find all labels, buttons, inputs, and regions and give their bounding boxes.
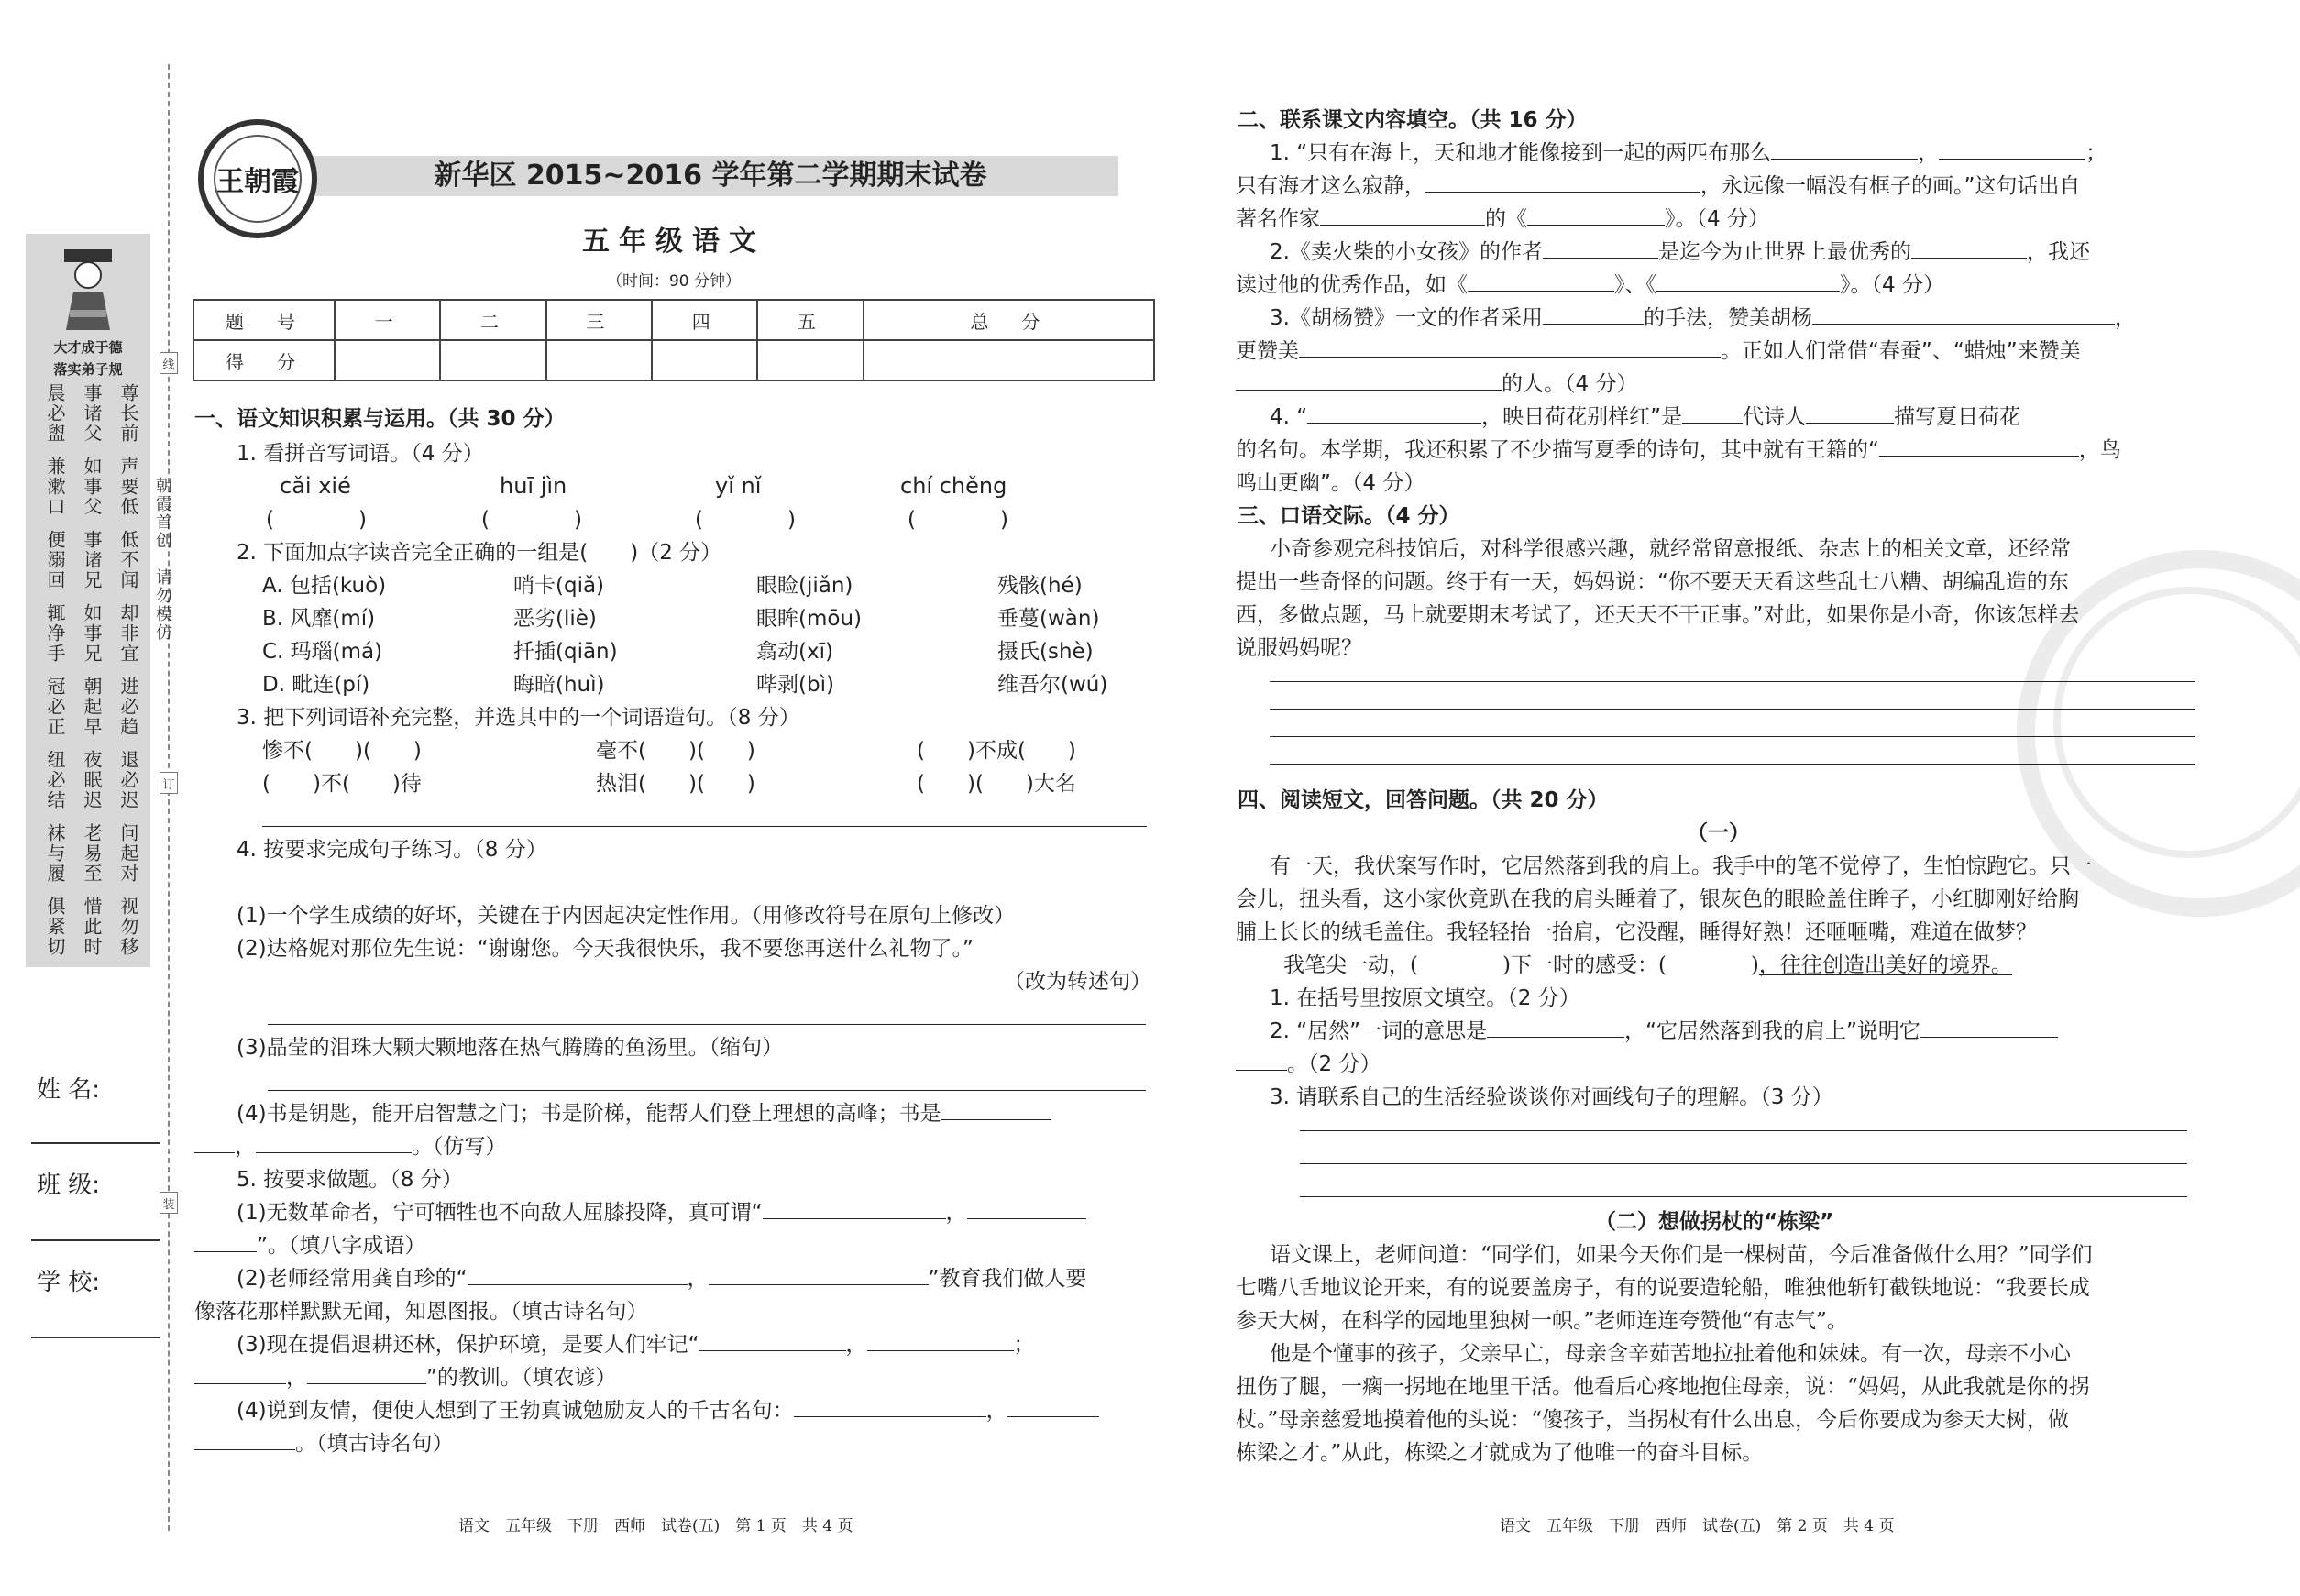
passage-1-answer-line-3[interactable] [1300, 1195, 2187, 1197]
r1-text-f: 》。（4 分） [1665, 207, 1769, 231]
maxim-phrase: 晨必盥 [44, 383, 66, 444]
r4-line-1 [1270, 402, 2020, 433]
section-1-title: 一、语文知识积累与运用。（共 30 分） [194, 407, 566, 431]
r1-text-d: 著名作家 [1236, 207, 1320, 231]
q5-3-text: (3)现在提倡退耕还林，保护环境，是要人们牢记“ [237, 1333, 699, 1357]
strip-slogan-2: 落实弟子规 [53, 361, 123, 378]
q5-3-suffix: ”的教训。（填农谚） [426, 1366, 617, 1390]
passage-1-title: （一） [1687, 821, 1750, 845]
q4-3: (3)晶莹的泪珠大颗大颗地落在热气腾腾的鱼汤里。（缩句） [237, 1036, 784, 1060]
q2-option: 残骸(hé) [997, 574, 1083, 598]
passage-1-blank[interactable]: ( ) [1657, 953, 1759, 977]
passage-1-q2-blank-3[interactable] [1236, 1050, 1287, 1071]
passage-1-line-4 [1283, 950, 2012, 981]
q3-word: 毫不( )( ) [596, 739, 755, 763]
r4-blank-2[interactable] [1682, 402, 1743, 424]
r1-text-b: 只有海才这么寂静， [1236, 174, 1425, 198]
q2-option: A. 包括(kuò) [262, 574, 387, 598]
r4-text-f: ，鸟 [2078, 438, 2121, 462]
r1-blank-3[interactable] [1425, 171, 1700, 193]
r2-text-e: 》、《 [1614, 273, 1656, 297]
r4-line-2 [1236, 435, 2121, 466]
r2-blank-1[interactable] [1543, 237, 1658, 259]
passage-1-q2-text-a: 2. “居然”一词的意思是 [1270, 1019, 1488, 1043]
q2-option: 垂蔓(wàn) [997, 607, 1100, 631]
r1-blank-4[interactable] [1320, 204, 1485, 226]
q5-1: (1)无数革命者，宁可牺牲也不向敌人屈膝投降，真可谓“ ， [237, 1197, 1086, 1228]
r4-blank-4[interactable] [1879, 435, 2079, 457]
r2-text-b: 是迄今为止世界上最优秀的 [1657, 240, 1911, 264]
passage-1-q2-cont [1236, 1049, 1381, 1080]
school-field[interactable] [31, 1335, 160, 1338]
pinyin-1: cǎi xié [280, 473, 351, 499]
q4-2-note: （改为转述句） [1004, 970, 1151, 994]
q5-4: (4)说到友情，便使人想到了王勃真诚勉励友人的千古名句： ， [237, 1395, 1099, 1426]
s3-para: 西，多做点题，马上就要期末考试了，还天天不干正事。”对此，如果你是小奇，你该怎样去 [1236, 603, 2080, 627]
passage-1-answer-line-1[interactable] [1300, 1129, 2187, 1131]
pinyin-4: chí chěng [900, 473, 1007, 499]
maxim-phrase: 却非宜 [117, 603, 139, 664]
passage-2-title: （二）想做拐杖的“栋梁” [1595, 1210, 1834, 1234]
score-cell[interactable] [652, 340, 757, 380]
binding-mark-3: 装 [160, 1192, 178, 1214]
maxim-phrase: 俱紧切 [44, 897, 66, 957]
q3-answer-line[interactable] [262, 825, 1147, 827]
q5-2-cont: 像落花那样默默无闻，知恩图报。（填古诗名句） [194, 1300, 648, 1324]
r4-text-d: 描写夏日荷花 [1894, 405, 2021, 429]
passage-2-line: 他是个懂事的孩子，父亲早亡，母亲含辛茹苦地拉扯着他和妹妹。有一次，母亲不小心 [1270, 1342, 2071, 1366]
s3-para: 提出一些奇怪的问题。终于有一天，妈妈说：“你不要天天看这些乱七八糟、胡编乱造的东 [1236, 570, 2069, 594]
score-table [193, 299, 1155, 381]
q5-4-suffix: 。（填古诗名句） [295, 1432, 454, 1456]
q1-prompt: 1. 看拼音写词语。（4 分） [237, 442, 484, 466]
q5-prompt: 5. 按要求做题。（8 分） [237, 1168, 463, 1192]
q5-4-cont [194, 1428, 454, 1459]
score-header-cell: 二 [440, 300, 545, 340]
score-header-cell: 四 [652, 300, 757, 340]
q4-4-blank[interactable] [941, 1099, 1051, 1120]
r3-text-c: 更赞美 [1236, 339, 1299, 363]
maxim-phrase: 兼漱口 [44, 457, 66, 517]
r3-blank-1[interactable] [1543, 303, 1644, 325]
maxim-phrase: 冠必正 [44, 677, 66, 737]
maxim-phrase: 便溺回 [44, 530, 66, 590]
class-label: 班 级: [37, 1172, 101, 1199]
maxim-phrase: 尊长前 [117, 383, 139, 444]
score-cell[interactable] [440, 340, 545, 380]
q2-option: 晦暗(huì) [513, 673, 605, 697]
answer-paren-1[interactable]: ( ) [266, 508, 367, 532]
maxim-phrase: 进必趋 [117, 677, 139, 737]
q5-1-blank-3[interactable] [194, 1231, 257, 1252]
q2-option: 翕动(xī) [756, 640, 833, 664]
q4-2: (2)达格妮对那位先生说：“谢谢您。今天我很快乐，我不要您再送什么礼物了。” [237, 937, 974, 961]
maxim-phrase: 纽必结 [44, 750, 66, 810]
s3-answer-line-1[interactable] [1270, 680, 2195, 682]
logo-text: 王朝霞 [214, 135, 302, 223]
q5-2-blank[interactable] [468, 1264, 688, 1285]
passage-1-text-a: 我笔尖一动，( )下一时的感受： [1283, 953, 1658, 977]
passage-1-line: 会儿，扭头看，这小家伙竟趴在我的肩头睡着了，银灰色的眼睑盖住眸子，小红脚刚好给胸 [1236, 887, 2079, 911]
q4-prompt: 4. 按要求完成句子练习。（8 分） [237, 838, 547, 862]
maxim-phrase: 如事父 [81, 457, 103, 517]
q4-4-cont: ， 。（仿写） [194, 1131, 507, 1162]
pinyin-3: yǐ nǐ [715, 473, 762, 499]
r4-blank-1[interactable] [1307, 402, 1481, 424]
q2-prompt: 2. 下面加点字读音完全正确的一组是( )（2 分） [237, 541, 722, 565]
q5-2-blank-2[interactable] [709, 1264, 929, 1285]
passage-2-line: 参天大树，在科学的园地里独树一帜。”老师连连夸赞他“有志气”。 [1236, 1309, 1848, 1333]
q3-word: ( )不( )待 [262, 772, 422, 796]
section-3-title: 三、口语交际。（4 分） [1238, 504, 1460, 528]
passage-2-line: 语文课上，老师问道：“同学们，如果今天你们是一棵树苗，今后准备做什么用？”同学们 [1270, 1243, 2093, 1267]
q5-4-blank-3[interactable] [194, 1429, 295, 1450]
q2-option: B. 风靡(mí) [262, 607, 376, 631]
passage-1-underlined: ，往往创造出美好的境界。 [1758, 953, 2012, 977]
q5-4-blank[interactable] [794, 1396, 986, 1417]
q5-1-blank[interactable] [763, 1198, 946, 1219]
section-2-title: 二、联系课文内容填空。（共 16 分） [1238, 108, 1588, 132]
passage-2-line: 杖。”母亲慈爱地摸着他的头说：“傻孩子，当拐杖有什么出息，今后你要成为参天大树，做 [1236, 1408, 2070, 1432]
r4-line-3: 鸣山更幽”。（4 分） [1236, 471, 1425, 495]
q5-1-suffix: ”。（填八字成语） [257, 1234, 426, 1258]
r2-blank-3[interactable] [1468, 270, 1614, 292]
binding-mark-1: 线 [160, 352, 178, 374]
maxim-phrase: 如事兄 [81, 603, 103, 664]
r3-line-1: 3.《胡杨赞》一文的作者采用 的手法，赞美胡杨 ， [1270, 303, 2136, 334]
r3-blank-2[interactable] [1812, 303, 2115, 325]
footer-page-1: 语文 五年级 下册 西师 试卷(五) 第 1 页 共 4 页 [458, 1517, 853, 1535]
r3-text-d: 。正如人们常借“春蚕”、“蜡烛”来赞美 [1721, 339, 2081, 363]
r4-text-e: 的名句。本学期，我还积累了不少描写夏季的诗句，其中就有王籍的“ [1236, 438, 1879, 462]
r2-blank-2[interactable] [1911, 237, 2027, 259]
maxim-phrase: 夜眠迟 [81, 750, 103, 810]
passage-1-q2 [1270, 1016, 2058, 1047]
passage-1-q3: 3. 请联系自己的生活经验谈谈你对画线句子的理解。（3 分） [1270, 1085, 1833, 1109]
s3-answer-line-4[interactable] [1270, 763, 2195, 765]
answer-paren-3[interactable]: ( ) [695, 508, 796, 532]
scholar-figure-icon [51, 246, 125, 334]
passage-1-q1: 1. 在括号里按原文填空。（2 分） [1270, 986, 1580, 1010]
q5-2: (2)老师经常用龚自珍的“ ， ”教育我们做人要 [237, 1263, 1086, 1294]
passage-1-q2-suffix: 。（2 分） [1287, 1052, 1381, 1076]
score-header-cell: 一 [335, 300, 440, 340]
maxim-phrase: 低不闻 [117, 530, 139, 590]
q2-option: 哨卡(qiǎ) [513, 574, 605, 598]
q5-3: (3)现在提倡退耕还林，保护环境，是要人们牢记“ ， ； [237, 1329, 1035, 1360]
r1-blank-5[interactable] [1527, 204, 1665, 226]
subject-title: 五年级语文 [582, 226, 765, 258]
name-field[interactable] [31, 1140, 160, 1144]
passage-1-q2-blank-1[interactable] [1487, 1017, 1624, 1038]
q2-option: D. 毗连(pí) [262, 673, 370, 697]
q4-2-answer-line[interactable] [268, 1023, 1146, 1025]
score-header-cell: 三 [546, 300, 652, 340]
maxim-phrase: 声要低 [117, 457, 139, 517]
q2-option: 维吾尔(wú) [997, 673, 1108, 697]
name-label: 姓 名: [37, 1076, 101, 1104]
r2-line-1 [1270, 237, 2090, 268]
maxim-phrase: 退必迟 [117, 750, 139, 810]
r3-text-b: 的手法，赞美胡杨 [1643, 306, 1812, 330]
q5-3-blank-4[interactable] [307, 1363, 426, 1384]
exam-title: 新华区 2015~2016 学年第二学期期末试卷 [434, 160, 987, 192]
maxims-block [31, 383, 145, 961]
strip-slogan-1: 大才成于德 [53, 339, 123, 356]
r3-text-a: 3.《胡杨赞》一文的作者采用 [1270, 306, 1543, 330]
r3-line-3 [1236, 369, 1637, 400]
q4-1: (1)一个学生成绩的好坏，关键在于内因起决定性作用。（用修改符号在原句上修改） [237, 904, 1016, 928]
q3-word: ( )( )大名 [917, 772, 1076, 796]
score-cell[interactable] [546, 340, 652, 380]
score-cell[interactable] [864, 340, 1154, 380]
maxim-phrase: 朝起早 [81, 677, 103, 737]
q5-3-blank-2[interactable] [867, 1330, 1014, 1351]
maxim-phrase: 视勿移 [117, 897, 139, 957]
class-field[interactable] [31, 1238, 160, 1241]
passage-1-line: 脯上长长的绒毛盖住。我轻轻抬一抬肩，它没醒，睡得好熟！还咂咂嘴，难道在做梦？ [1236, 920, 2037, 944]
q3-prompt: 3. 把下列词语补充完整，并选其中的一个词语造句。（8 分） [237, 706, 800, 730]
r4-blank-3[interactable] [1806, 402, 1894, 424]
q2-option: 扦插(qiān) [513, 640, 618, 664]
s3-answer-line-3[interactable] [1270, 735, 2195, 737]
score-cell[interactable] [335, 340, 440, 380]
r1-blank-2[interactable] [1939, 138, 2085, 160]
r1-text-c: ，永远像一幅没有框子的画。”这句话出自 [1700, 174, 2081, 198]
score-row-label: 得 分 [193, 340, 335, 380]
r3-blank-3[interactable] [1299, 336, 1721, 358]
r1-text-e: 的《 [1485, 207, 1527, 231]
maxim-phrase: 事诸兄 [81, 530, 103, 590]
score-cell[interactable] [757, 340, 863, 380]
q2-option: 哔剥(bì) [756, 673, 834, 697]
passage-2-line: 扭伤了腿，一瘸一拐地在地里干活。他看后心疼地抱住母亲，说：“妈妈，从此我就是你的拐 [1236, 1375, 2090, 1399]
section-4-title: 四、阅读短文，回答问题。（共 20 分） [1238, 788, 1609, 812]
r1-line-2 [1236, 171, 2080, 202]
q5-2-suffix: ”教育我们做人要 [928, 1267, 1087, 1291]
s3-para: 说服妈妈呢？ [1236, 636, 1362, 660]
q2-option: 恶劣(liè) [513, 607, 597, 631]
r4-text-a: 4. “ [1270, 405, 1308, 429]
q5-1-text: (1)无数革命者，宁可牺牲也不向敌人屈膝投降，真可谓“ [237, 1201, 763, 1225]
r1-blank-1[interactable] [1771, 138, 1918, 160]
q4-4-suffix: 。（仿写） [412, 1135, 507, 1159]
maxim-phrase: 问起对 [117, 823, 139, 884]
maxim-phrase: 袜与履 [44, 823, 66, 884]
passage-1-line: 有一天，我伏案写作时，它居然落到我的肩上。我手中的笔不觉停了，生怕惊跑它。只一 [1270, 854, 2092, 878]
q2-option: 眼睑(jiǎn) [756, 574, 853, 598]
r2-text-d: 读过他的优秀作品，如《 [1236, 273, 1468, 297]
q4-4 [237, 1098, 1051, 1129]
passage-1-answer-line-2[interactable] [1300, 1162, 2187, 1164]
q5-4-text: (4)说到友情，便使人想到了王勃真诚勉励友人的千古名句： [237, 1399, 794, 1423]
score-header-cell: 五 [757, 300, 863, 340]
s3-answer-line-2[interactable] [1270, 708, 2195, 710]
school-label: 学 校: [37, 1269, 101, 1296]
binding-dashed-line [168, 64, 170, 1531]
r1-line-1: 1. “只有在海上，天和地才能像接到一起的两匹布那么 ， ； [1270, 138, 2107, 169]
q4-4-blank-2[interactable] [194, 1132, 235, 1153]
maxim-phrase: 惜此时 [81, 897, 103, 957]
binding-mark-2: 订 [160, 772, 178, 794]
q4-3-answer-line[interactable] [268, 1089, 1146, 1091]
time-note: （时间：90 分钟） [606, 272, 742, 291]
r3-blank-4[interactable] [1236, 369, 1502, 391]
maxim-phrase: 事诸父 [81, 383, 103, 444]
passage-2-line: 栋梁之才。”从此，栋梁之才就成为了他唯一的奋斗目标。 [1236, 1441, 1764, 1465]
q5-2-text: (2)老师经常用龚自珍的“ [237, 1267, 468, 1291]
q5-3-blank-3[interactable] [194, 1363, 286, 1384]
r2-blank-4[interactable] [1656, 270, 1840, 292]
r1-line-3 [1236, 204, 1769, 235]
answer-paren-2[interactable]: ( ) [481, 508, 582, 532]
q3-word: 热泪( )( ) [596, 772, 755, 796]
r4-text-c: 代诗人 [1743, 405, 1807, 429]
r3-text-e: 的人。（4 分） [1502, 372, 1638, 396]
r1-text-a: 1. “只有在海上，天和地才能像接到一起的两匹布那么 [1270, 141, 1772, 165]
passage-2-line: 七嘴八舌地议论开来，有的说要盖房子，有的说要造轮船，唯独他斩钉截铁地说：“我要长成 [1236, 1276, 2090, 1300]
q5-3-cont: ， ”的教训。（填农谚） [194, 1362, 616, 1393]
q2-option: 摄氏(shè) [997, 640, 1094, 664]
maxim-phrase: 老易至 [81, 823, 103, 884]
q2-option: 眼眸(mōu) [756, 607, 862, 631]
score-header-cell: 总 分 [864, 300, 1154, 340]
q4-4-text: (4)书是钥匙，能开启智慧之门；书是阶梯，能帮人们登上理想的高峰；书是 [237, 1102, 941, 1126]
r2-text-f: 》。（4 分） [1840, 273, 1944, 297]
q3-word: 惨不( )( ) [262, 739, 422, 763]
r2-line-2 [1236, 270, 1944, 301]
footer-page-2: 语文 五年级 下册 西师 试卷(五) 第 2 页 共 4 页 [1500, 1517, 1895, 1535]
answer-paren-4[interactable]: ( ) [908, 508, 1008, 532]
q2-option: C. 玛瑙(má) [262, 640, 383, 664]
q5-3-blank[interactable] [699, 1330, 846, 1351]
q4-4-blank-3[interactable] [256, 1132, 412, 1153]
s3-para: 小奇参观完科技馆后，对科学很感兴趣，就经常留意报纸、杂志上的相关文章，还经常 [1270, 537, 2071, 561]
q5-4-blank-2[interactable] [1007, 1396, 1099, 1417]
r2-text-c: ，我还 [2026, 240, 2090, 264]
r2-text-a: 2.《卖火柴的小女孩》的作者 [1270, 240, 1543, 264]
passage-1-q2-text-b: ，“它居然落到我的肩上”说明它 [1624, 1019, 1920, 1043]
r4-text-b: ，映日荷花别样红”是 [1481, 405, 1683, 429]
seal-text-top: 朝霞首创 [153, 477, 172, 550]
score-header-cell: 题 号 [193, 300, 335, 340]
pinyin-2: huī jìn [500, 473, 567, 499]
q3-word: ( )不成( ) [917, 739, 1076, 763]
q5-1-blank-2[interactable] [967, 1198, 1086, 1219]
maxim-phrase: 辄净手 [44, 603, 66, 664]
passage-1-q2-blank-2[interactable] [1920, 1017, 2058, 1038]
seal-text-bottom: 请勿模仿 [153, 568, 172, 642]
q5-1-cont [194, 1230, 425, 1261]
r3-line-2 [1236, 336, 2081, 367]
